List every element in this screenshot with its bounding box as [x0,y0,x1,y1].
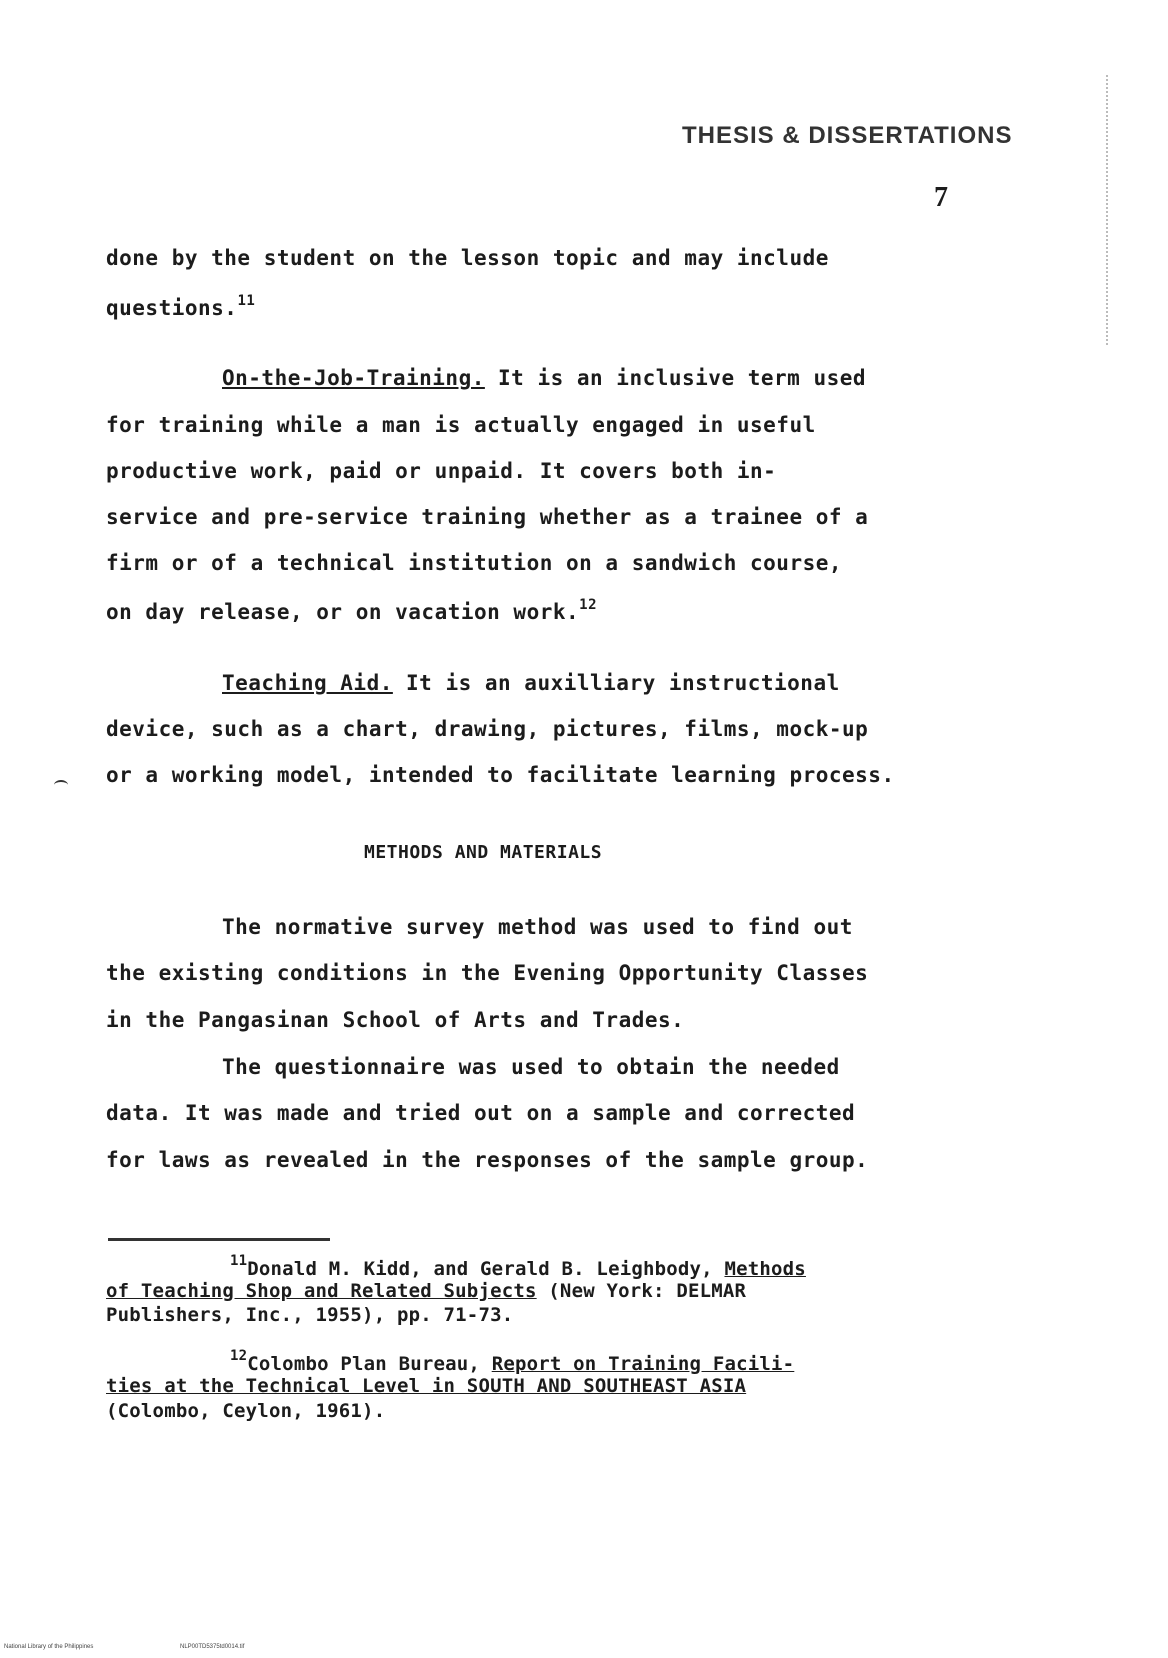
body-line [222,671,840,695]
footnote-line [230,1348,794,1375]
footnote-text: Donald M. Kidd, and Gerald B. Leighbody, [247,1258,725,1280]
footnote-line [106,1280,746,1302]
body-line: device, such as a chart, drawing, pictures, films, mock-up [106,717,869,741]
defined-term: Teaching Aid. [222,671,393,695]
footnote-line: ties at the Technical Level in SOUTH AND SOUTHEAST ASIA [106,1375,747,1397]
body-text: It is an auxilliary instructional [392,671,840,695]
footnote-text: Colombo Plan Bureau, [247,1353,492,1375]
archive-stamp: THESIS & DISSERTATIONS [682,122,1013,149]
body-line: service and pre-service training whether as a trainee of a [106,505,869,529]
footer-library: National Library of the Philippines [4,1644,94,1650]
page-number: 7 [934,182,948,213]
footnote-line: Publishers, Inc., 1955), pp. 71-73. [106,1304,514,1326]
body-line: for laws as revealed in the responses of the sample group. [106,1148,869,1172]
scan-edge-line [1106,75,1108,345]
footnote-title: Methods [724,1258,806,1280]
defined-term: On-the-Job-Training. [222,366,485,390]
body-line: productive work, paid or unpaid. It covers both in- [106,459,777,483]
body-line [106,597,597,624]
body-line: the existing conditions in the Evening Opportunity Classes [106,961,869,985]
footnote-number: 11 [230,1253,248,1269]
footnote-ref: 11 [237,293,256,309]
body-line: in the Pangasinan School of Arts and Trades. [106,1008,685,1032]
footnote-ref: 12 [579,597,598,613]
margin-mark [54,780,68,790]
footnote-line: (Colombo, Ceylon, 1961). [106,1400,386,1422]
body-line: data. It was made and tried out on a sample and corrected [106,1101,856,1125]
body-text: questions. [106,296,238,320]
footnote-rule [108,1238,330,1241]
body-line: firm or of a technical institution on a sandwich course, [106,551,843,575]
body-text: on day release, or on vacation work. [106,600,580,624]
footnote-line [230,1253,806,1280]
footnote-number: 12 [230,1348,248,1364]
footnote-text: (New York: DELMAR [536,1280,747,1302]
body-line: The questionnaire was used to obtain the needed [222,1055,840,1079]
footnote-title: of Teaching Shop and Related Subjects [106,1280,537,1302]
body-line [222,366,866,390]
body-line: or a working model, intended to facilitate learning process. [106,763,895,787]
body-line: The normative survey method was used to find out [222,915,853,939]
section-heading: METHODS AND MATERIALS [364,842,603,863]
body-line [106,293,255,320]
body-line: done by the student on the lesson topic and may include [106,246,829,270]
footnote-title: Report on Training Facili- [491,1353,795,1375]
footer-filename: NLP00TD5375td0014.tif [180,1644,245,1650]
body-text: It is an inclusive term used [484,366,867,390]
body-line: for training while a man is actually engaged in useful [106,413,816,437]
